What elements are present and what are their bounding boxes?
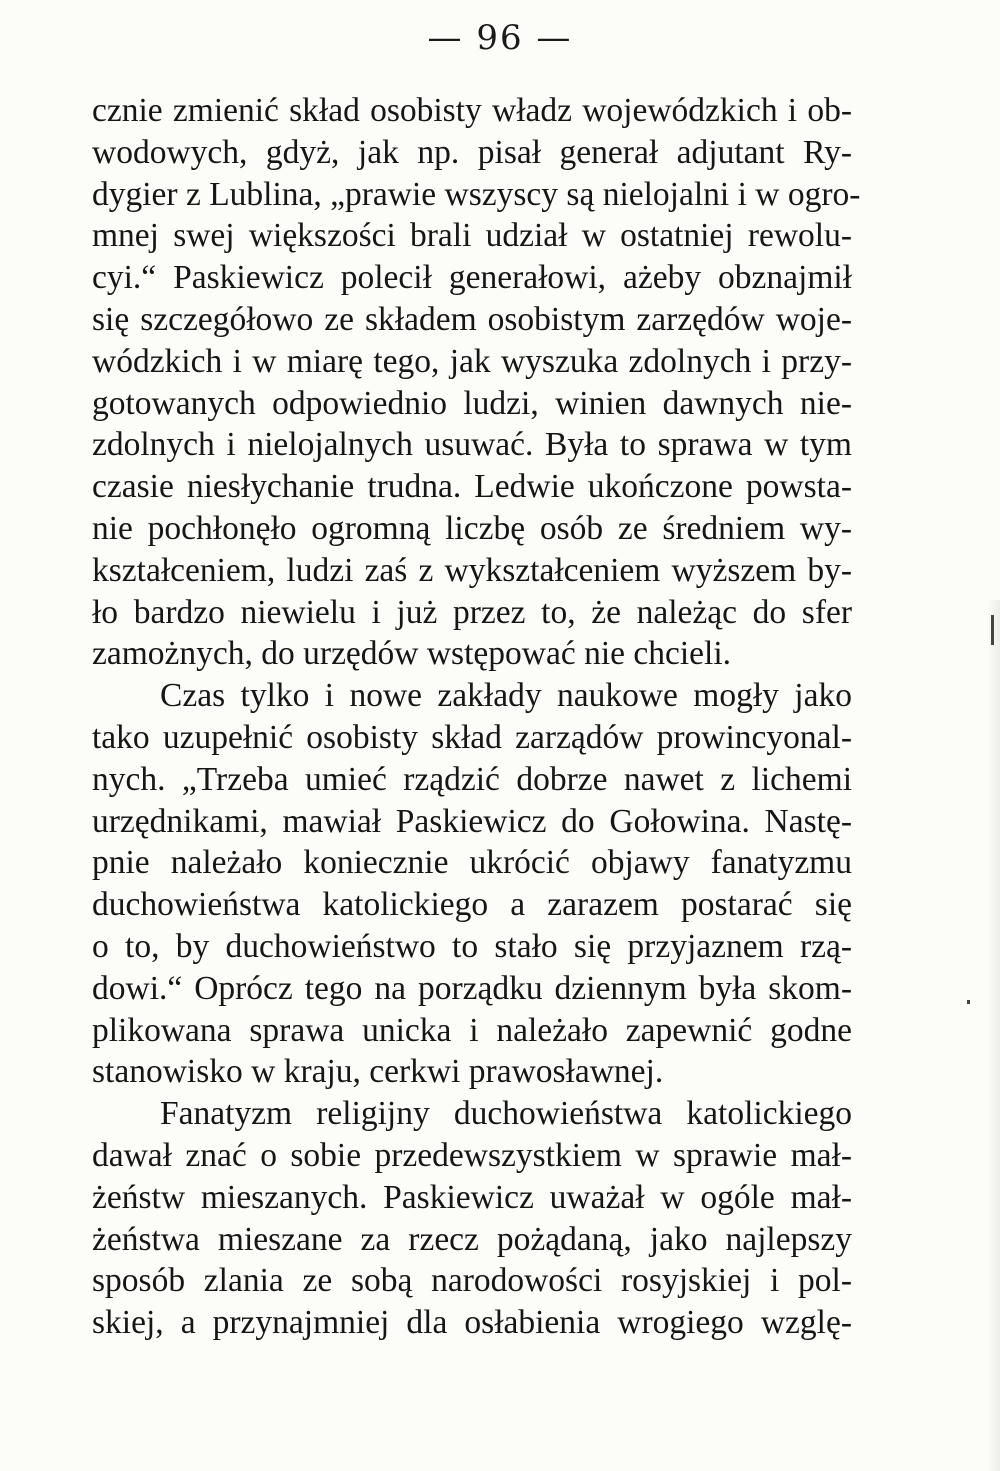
text-line: tako uzupełnić osobisty skład zarządów prowincyonal- (92, 718, 852, 756)
text-line: wódzkich i w miarę tego, jak wyszuka zdolnych i przy- (92, 342, 852, 380)
text-line: ło bardzo niewielu i już przez to, że należąc do sfer (92, 593, 852, 631)
scan-edge-mark (967, 1000, 970, 1004)
text-line: plikowana sprawa unicka i należało zapewnić godne (92, 1011, 852, 1049)
text-line: mnej swej większości brali udział w ostatniej rewolu- (92, 217, 852, 255)
text-line: sposób zlania ze sobą narodowości rosyjskiej i pol- (92, 1262, 852, 1300)
text-line: żeństwa mieszane za rzecz pożądaną, jako najlepszy (92, 1220, 852, 1258)
text-line: nych. „Trzeba umieć rządzić dobrze nawet z lichemi (92, 760, 852, 798)
text-line: żeństw mieszanych. Paskiewicz uważał w ogóle mał- (92, 1178, 852, 1216)
scan-edge-mark (991, 615, 994, 645)
text-line: dowi.“ Oprócz tego na porządku dziennym była skom- (92, 969, 852, 1007)
text-line: duchowieństwa katolickiego a zarazem postarać się (92, 886, 852, 924)
text-line: wodowych, gdyż, jak np. pisał generał adjutant Ry- (92, 133, 852, 171)
text-line: o to, by duchowieństwo to stało się przyjaznem rzą- (92, 927, 852, 965)
page-number: — 96 — (427, 18, 573, 58)
text-line: czasie niesłychanie trudna. Ledwie ukończone powsta- (92, 468, 852, 506)
text-line: gotowanych odpowiednio ludzi, winien dawnych nie- (92, 384, 852, 422)
text-line: cyi.“ Paskiewicz polecił generałowi, ażeby obznajmił (92, 259, 852, 297)
text-line: zdolnych i nielojalnych usuwać. Była to sprawa w tym (92, 426, 852, 464)
text-line: cznie zmienić skład osobisty władz wojewódzkich i ob- (92, 92, 852, 129)
text-line: się szczegółowo ze składem osobistym zarzędów woje- (92, 300, 852, 338)
text-line: kształceniem, ludzi zaś z wykształceniem wyższem by- (92, 551, 852, 589)
text-line: Fanatyzm religijny duchowieństwa katolickiego (160, 1095, 852, 1133)
text-line: skiej, a przynajmniej dla osłabienia wrogiego wzglę- (92, 1304, 852, 1342)
body-text (92, 90, 861, 1344)
text-line: stanowisko w kraju, cerkwi prawosławnej. (92, 1053, 664, 1091)
scan-edge-shadow (986, 600, 1000, 1471)
text-line: zamożnych, do urzędów wstępować nie chcieli. (92, 635, 732, 673)
text-line: dygier z Lublina, „prawie wszyscy są nielojalni i w ogro- (92, 175, 861, 213)
text-line: pnie należało koniecznie ukrócić objawy fanatyzmu (92, 844, 852, 882)
text-line: nie pochłonęło ogromną liczbę osób ze średniem wy- (92, 509, 852, 547)
text-line: dawał znać o sobie przedewszystkiem w sprawie mał- (92, 1136, 852, 1174)
text-line: Czas tylko i nowe zakłady naukowe mogły jako (160, 677, 852, 715)
text-line: urzędnikami, mawiał Paskiewicz do Gołowina. Nastę- (92, 802, 852, 840)
